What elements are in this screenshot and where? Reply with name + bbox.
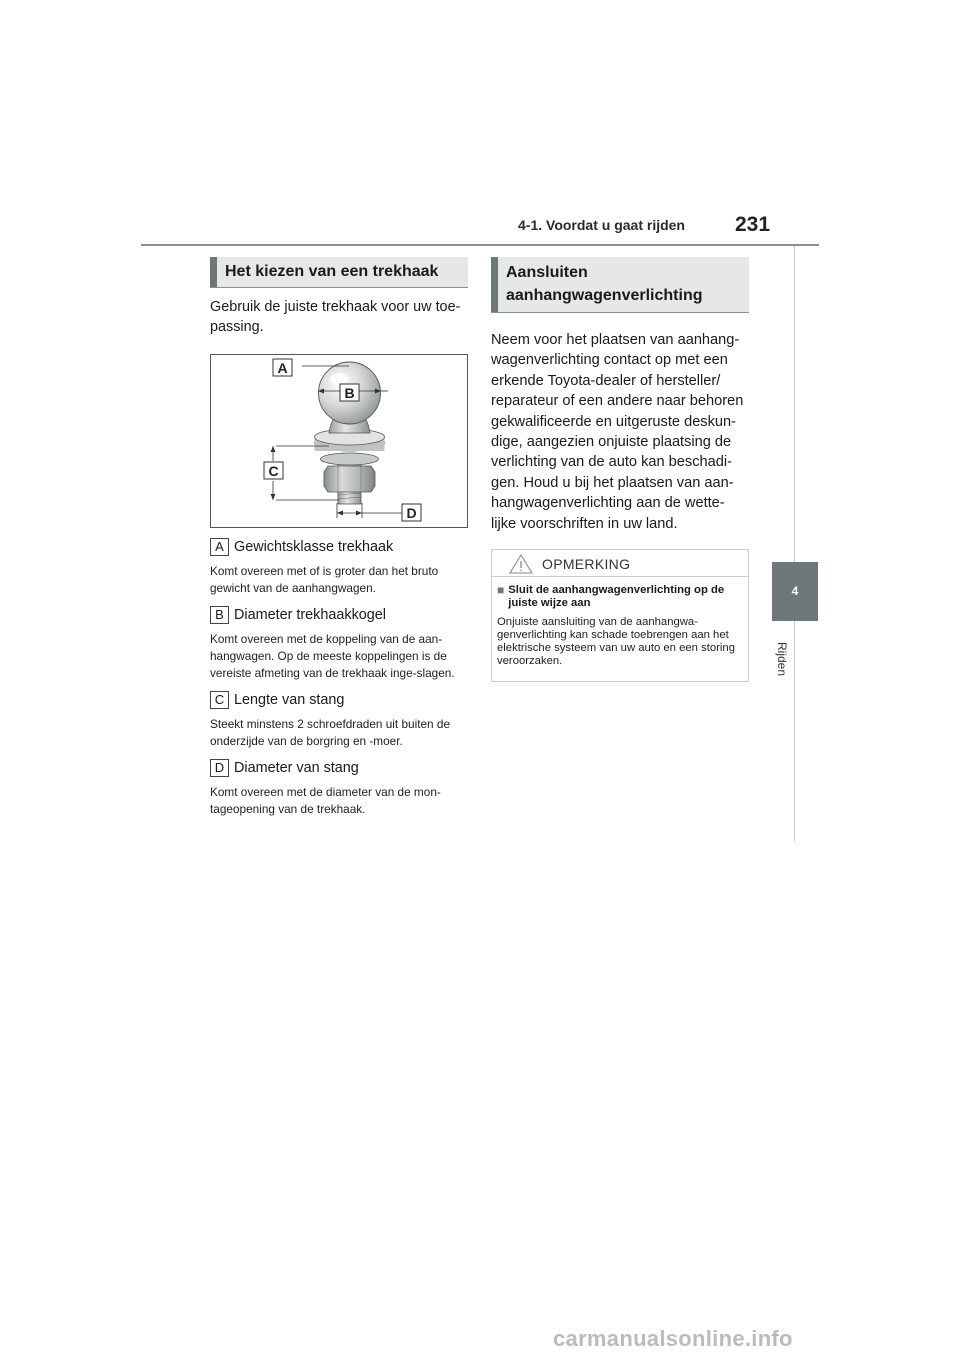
item-a-desc: Komt overeen met of is groter dan het bruto gewicht van de aanhangwagen. bbox=[210, 564, 439, 595]
note-title: OPMERKING bbox=[542, 556, 631, 573]
body-text: Neem voor het plaatsen van aanhang-wagenverlichting contact op met een erkende Toyota-dealer of hersteller/ reparateur of een andere naar behoren gekwalificeerde en uitgeruste deskun-dige, aangezien onjuiste plaatsing de verlichting van de auto kan beschadi-gen. Houd u bij het plaatsen van aan-hangwagenverlichting aan de wette-lijke voorschriften in uw land. bbox=[491, 332, 744, 532]
note-box bbox=[491, 549, 749, 682]
item-c-title bbox=[210, 690, 468, 710]
note-subheading-text: Sluit de aanhangwagenverlichting op de juiste wijze aan bbox=[508, 584, 725, 610]
item-d-desc: Komt overeen met de diameter van de mon-tageopening van de trekhaak. bbox=[210, 785, 441, 816]
page-number: 231 bbox=[735, 213, 771, 236]
item-b bbox=[210, 605, 468, 682]
chapter-tab-label bbox=[775, 632, 809, 692]
item-a-title-text: Gewichtsklasse trekhaak bbox=[234, 539, 394, 555]
right-column bbox=[491, 257, 749, 682]
item-c-letter: C bbox=[210, 691, 229, 709]
chapter-tab bbox=[772, 562, 818, 621]
item-b-desc: Komt overeen met de koppeling van de aan-hangwagen. Op de meeste koppelingen is de vereiste afmeting van de trekhaak inge-slagen. bbox=[210, 632, 455, 680]
note-body bbox=[492, 577, 748, 668]
diagram-label-a: A bbox=[277, 360, 288, 376]
item-a-letter: A bbox=[210, 538, 229, 556]
section-heading-verlichting bbox=[491, 257, 749, 312]
chapter-title: 4-1. Voordat u gaat rijden bbox=[518, 217, 685, 233]
tow-ball-illustration bbox=[211, 355, 467, 527]
diagram-label-d: D bbox=[406, 505, 417, 521]
left-column bbox=[210, 257, 468, 818]
item-d-title-text: Diameter van stang bbox=[234, 760, 359, 776]
note-header bbox=[492, 550, 748, 577]
item-a bbox=[210, 537, 468, 597]
diagram-label-c: C bbox=[268, 463, 279, 479]
item-c bbox=[210, 690, 468, 750]
page-header bbox=[0, 0, 960, 250]
item-b-title bbox=[210, 605, 468, 625]
section-heading-trekhaak: Het kiezen van een trekhaak bbox=[210, 257, 468, 287]
side-rule bbox=[794, 246, 795, 562]
item-d-letter: D bbox=[210, 759, 229, 777]
watermark: carmanualsonline.info bbox=[553, 1326, 793, 1351]
section-heading-line2: aanhangwagenverlichting bbox=[506, 287, 703, 304]
item-b-letter: B bbox=[210, 606, 229, 624]
tow-ball-diagram bbox=[210, 354, 468, 528]
item-b-title-text: Diameter trekhaakkogel bbox=[234, 607, 386, 623]
chapter-tab-number: 4 bbox=[791, 584, 799, 598]
heading-underline bbox=[210, 287, 468, 288]
note-text: Onjuiste aansluiting van de aanhangwa-genverlichting kan schade toebrengen aan het elektrische systeem van uw auto en een storing veroorzaken. bbox=[497, 616, 735, 668]
bullet-square-icon: ■ bbox=[497, 583, 505, 598]
chapter-tab-label-text: Rijden bbox=[775, 641, 790, 677]
item-c-desc: Steekt minstens 2 schroefdraden uit buiten de onderzijde van de borgring en -moer. bbox=[210, 717, 451, 748]
header-rule bbox=[141, 244, 819, 246]
intro-text: Gebruik de juiste trekhaak voor uw toe-passing. bbox=[210, 299, 461, 335]
note-subheading bbox=[497, 584, 743, 610]
warning-triangle-icon bbox=[509, 554, 533, 579]
diagram-label-b: B bbox=[344, 385, 355, 401]
item-a-title bbox=[210, 537, 468, 557]
heading-underline bbox=[491, 312, 749, 313]
section-heading-line1: Aansluiten bbox=[506, 264, 588, 281]
item-d-title bbox=[210, 758, 468, 778]
item-c-title-text: Lengte van stang bbox=[234, 692, 345, 708]
item-d bbox=[210, 758, 468, 818]
